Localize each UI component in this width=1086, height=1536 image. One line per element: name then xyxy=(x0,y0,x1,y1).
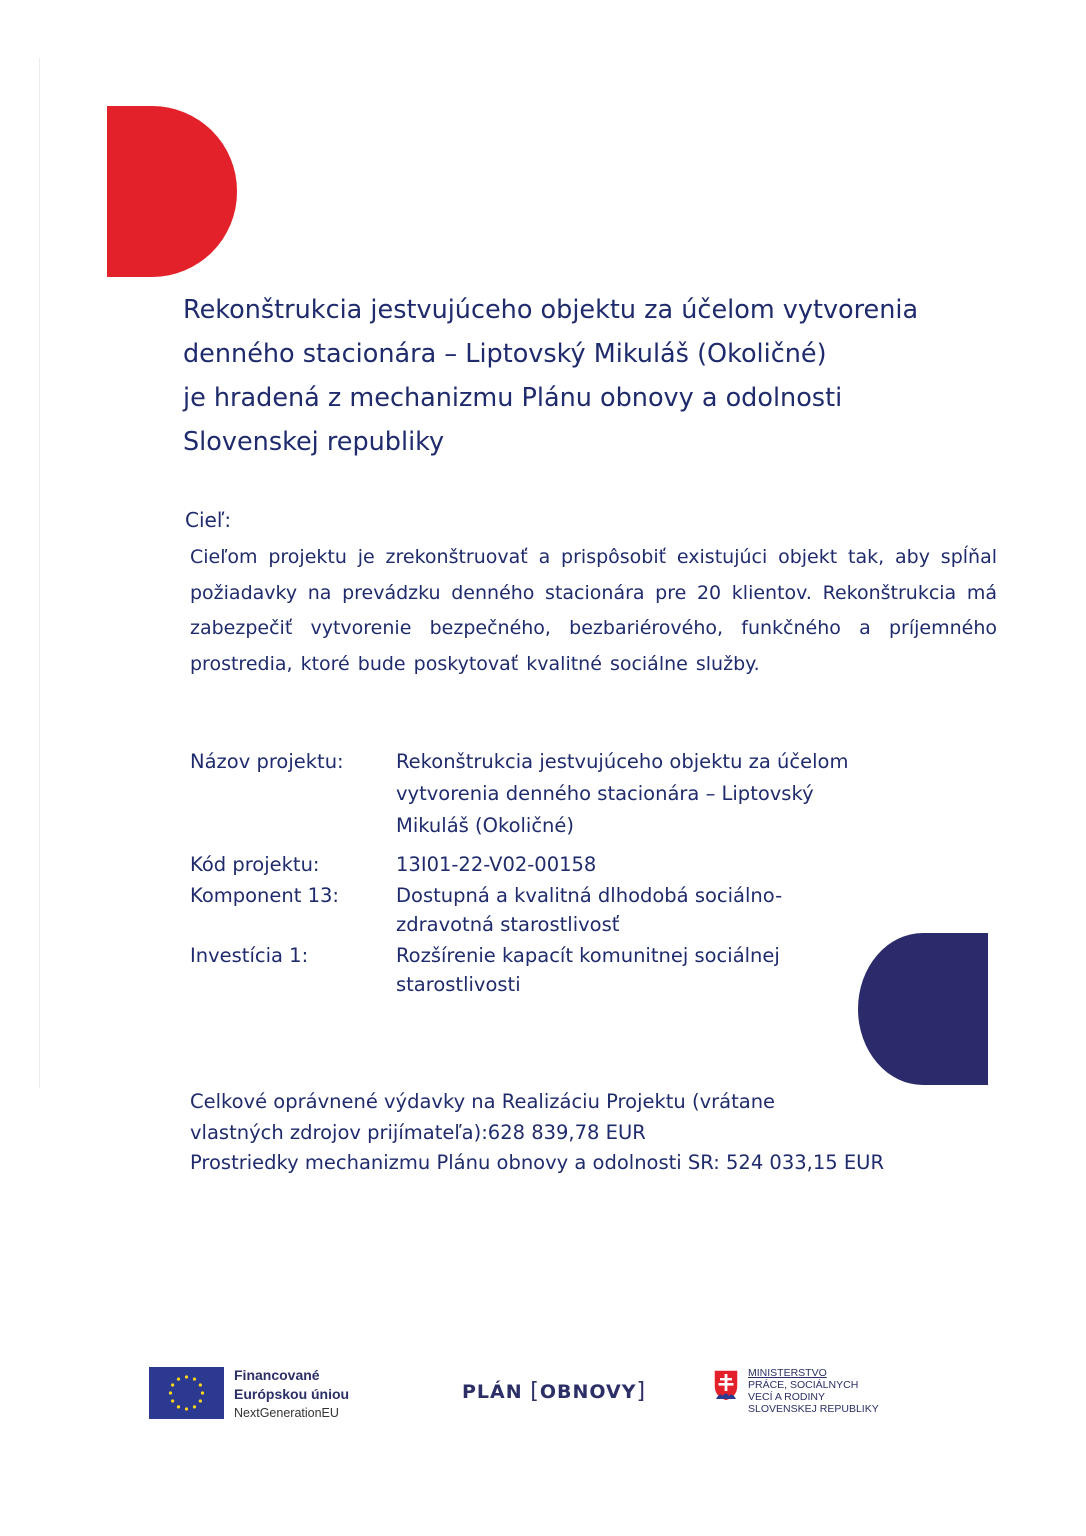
eu-flag-icon xyxy=(149,1367,224,1419)
eu-star xyxy=(185,1407,188,1410)
ministry-text xyxy=(748,1367,879,1415)
ministry-line: VECÍ A RODINY xyxy=(748,1391,826,1403)
eu-star xyxy=(171,1383,174,1386)
info-label: Komponent 13: xyxy=(190,884,339,907)
expenditure-totals xyxy=(190,1087,1070,1179)
slovak-coat-of-arms-icon xyxy=(712,1368,740,1402)
plan-bracket-close: ] xyxy=(636,1379,647,1404)
eu-funding-text xyxy=(234,1366,349,1423)
eu-star xyxy=(193,1378,196,1381)
plan-bracket-open: [ xyxy=(530,1379,540,1404)
eu-line: Európskou úniou xyxy=(234,1386,350,1402)
goal-label: Cieľ: xyxy=(185,508,232,532)
project-info xyxy=(190,746,1030,999)
plan-word: PLÁN xyxy=(462,1381,523,1403)
title-line: Rekonštrukcia jestvujúceho objektu za účelom vytvorenia xyxy=(183,295,919,325)
totals-line: Prostriedky mechanizmu Plánu obnovy a odolnosti SR: 524 033,15 EUR xyxy=(190,1151,884,1174)
page-edge-line xyxy=(39,58,40,1088)
funding-logos xyxy=(0,1360,1086,1430)
totals-line: vlastných zdrojov prijímateľa):628 839,78 EUR xyxy=(190,1120,646,1144)
document-title xyxy=(183,288,1023,464)
info-label: Názov projektu: xyxy=(190,750,344,773)
info-value: Dostupná a kvalitná dlhodobá sociálno-zdravotná starostlivosť xyxy=(396,884,783,936)
eu-star xyxy=(185,1375,188,1378)
eu-star xyxy=(171,1399,174,1402)
obnovy-word: OBNOVY xyxy=(539,1381,637,1403)
eu-star xyxy=(169,1391,172,1394)
ministry-line: MINISTERSTVO xyxy=(748,1367,827,1379)
eu-star xyxy=(177,1405,180,1408)
red-decorative-shape xyxy=(107,106,237,277)
eu-line: NextGenerationEU xyxy=(234,1406,339,1420)
info-label: Kód projektu: xyxy=(190,853,320,876)
info-value: Rozšírenie kapacít komunitnej sociálnej starostlivosti xyxy=(396,944,780,996)
info-row-name xyxy=(190,746,1030,842)
eu-star xyxy=(201,1391,204,1394)
eu-line: Financované xyxy=(234,1367,320,1383)
goal-text: Cieľom projektu je zrekonštruovať a prispôsobiť existujúci objekt tak, aby spĺňal požiadavky na prevádzku denného stacionára pre 20 klientov. Rekonštrukcia má zabezpečiť vytvorenie bezpečného, bezbariérového, funkčného a príjemného prostredia, ktoré bude poskytovať kvalitné sociálne služby. xyxy=(190,546,997,675)
eu-star xyxy=(177,1378,180,1381)
eu-star xyxy=(199,1383,202,1386)
title-line: Slovenskej republiky xyxy=(183,427,445,457)
ministry-line: PRÁCE, SOCIÁLNYCH xyxy=(748,1379,859,1391)
info-value: 13I01-22-V02-00158 xyxy=(396,853,597,876)
info-value: Rekonštrukcia jestvujúceho objektu za účelom vytvorenia denného stacionára – Liptovský Mikuláš (Okoličné) xyxy=(396,750,849,837)
ministry-line: SLOVENSKEJ REPUBLIKY xyxy=(748,1403,879,1415)
eu-star xyxy=(199,1399,202,1402)
info-row-component xyxy=(190,881,1030,939)
info-row-investment xyxy=(190,941,1030,999)
info-label: Investícia 1: xyxy=(190,944,309,967)
info-row-code xyxy=(190,850,1030,879)
plan-obnovy-logo xyxy=(462,1379,646,1404)
totals-line: Celkové oprávnené výdavky na Realizáciu Projektu (vrátane xyxy=(190,1090,776,1113)
eu-star xyxy=(193,1405,196,1408)
title-line: denného stacionára – Liptovský Mikuláš (Okoličné) xyxy=(183,339,827,369)
title-line: je hradená z mechanizmu Plánu obnovy a odolnosti xyxy=(183,383,843,413)
